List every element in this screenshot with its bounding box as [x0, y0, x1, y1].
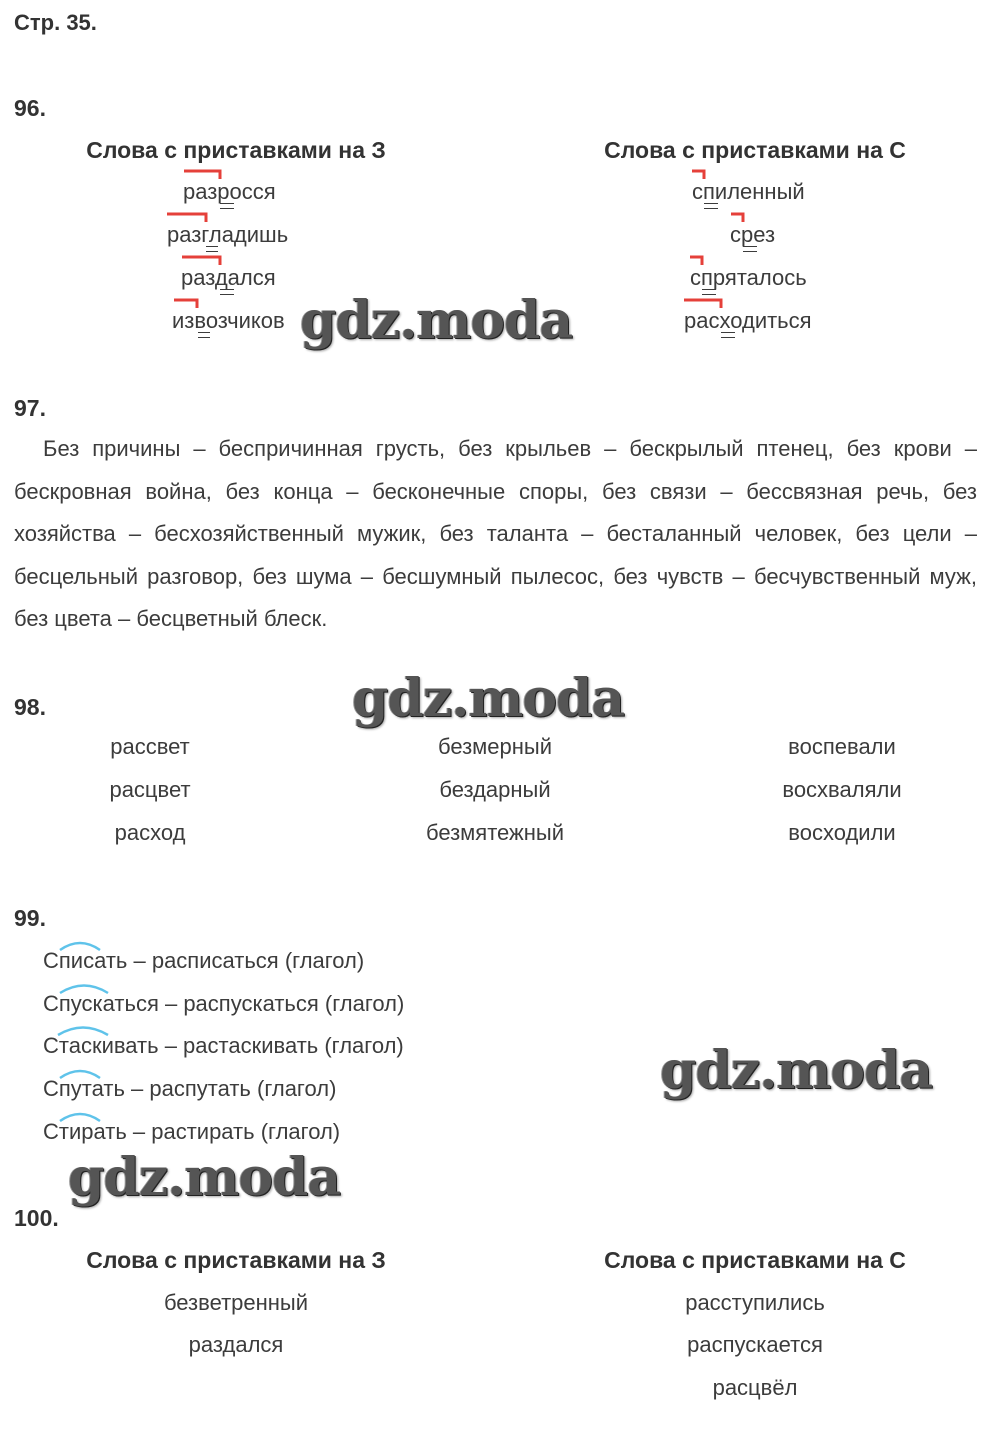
double-underline: [198, 332, 210, 338]
ex96-s-word: срез: [730, 222, 776, 247]
ex99-line: Стаскивать – растаскивать (глагол): [43, 1033, 404, 1058]
ex98-col2-word: безмерный: [437, 734, 553, 759]
exercise-99-number: 99.: [14, 905, 46, 931]
ex98-col2-word: бездарный: [439, 777, 551, 802]
prefix-mark: [167, 214, 206, 222]
exercise-96-number: 96.: [14, 95, 46, 121]
ex96-z-word: извозчиков: [172, 308, 285, 333]
double-underline: [721, 332, 735, 338]
ex98-col1-word: расход: [114, 820, 186, 845]
ex99-line: Стирать – растирать (глагол): [43, 1119, 341, 1144]
double-underline: [220, 289, 234, 295]
ex98-col1-word: рассвет: [110, 734, 190, 759]
ex96-col-z-title: Слова с приставками на З: [86, 137, 386, 163]
ex96-col-s-title: Слова с приставками на С: [604, 137, 906, 163]
ex98-col2-word: безмятежный: [425, 820, 565, 845]
ex99-line: Списать – расписаться (глагол): [43, 948, 365, 973]
ex96-s-word: спряталось: [690, 265, 807, 290]
exercise-100-number: 100.: [14, 1205, 59, 1231]
ex96-s-word: спиленный: [692, 179, 805, 204]
double-underline: [206, 246, 218, 252]
prefix-mark: [174, 300, 197, 308]
ex96-s-word: расходиться: [684, 308, 812, 333]
ex100-col-s-title: Слова с приставками на С: [604, 1247, 906, 1273]
ex99-line: Спутать – распутать (глагол): [43, 1076, 337, 1101]
double-underline: [704, 203, 718, 209]
ex96-z-word: разгладишь: [167, 222, 289, 247]
ex96-z-word: раздался: [181, 265, 276, 290]
double-underline: [743, 246, 757, 252]
double-underline: [220, 203, 234, 209]
ex100-z-word: безветренный: [163, 1290, 309, 1315]
prefix-mark: [731, 214, 743, 222]
exercise-98-number: 98.: [14, 694, 46, 720]
ex96-z-word: разросся: [183, 179, 276, 204]
ex100-s-word: распускается: [687, 1332, 823, 1357]
ex98-col3-word: восхваляли: [782, 777, 902, 802]
double-underline: [702, 289, 716, 295]
watermark: gdz.moda: [660, 1040, 933, 1101]
prefix-mark: [184, 171, 220, 179]
prefix-mark: [692, 171, 704, 179]
ex100-z-word: раздался: [188, 1332, 284, 1357]
exercise-97-number: 97.: [14, 395, 46, 421]
ex100-s-word: расцвёл: [712, 1375, 798, 1400]
ex98-col3-word: восходили: [788, 820, 896, 845]
ex100-s-word: расступились: [685, 1290, 825, 1315]
prefix-mark: [684, 300, 721, 308]
ex98-col3-word: воспевали: [788, 734, 896, 759]
prefix-mark: [690, 257, 702, 265]
page-label: Стр. 35.: [14, 10, 97, 35]
ex97-paragraph: Без причины – беспричинная грусть, без крыльев – бескрылый птенец, без крови – бескровная война, без конца – бесконечные споры, без связи – бессвязная речь, без хозяйства – бесхозяйственный мужик, без таланта – бесталанный человек, без цели – бесцельный разговор, без шума – бесшумный пылесос, без чувств – бесчувственный муж, без цвета – бесцветный блеск.: [14, 436, 977, 631]
ex99-line: Спускаться – распускаться (глагол): [43, 991, 405, 1016]
watermark: gdz.moda: [300, 290, 573, 351]
watermark: gdz.moda: [68, 1147, 341, 1208]
ex98-col1-word: расцвет: [109, 777, 191, 802]
watermark: gdz.moda: [352, 668, 625, 729]
ex100-col-z-title: Слова с приставками на З: [86, 1247, 386, 1273]
prefix-mark: [182, 257, 220, 265]
